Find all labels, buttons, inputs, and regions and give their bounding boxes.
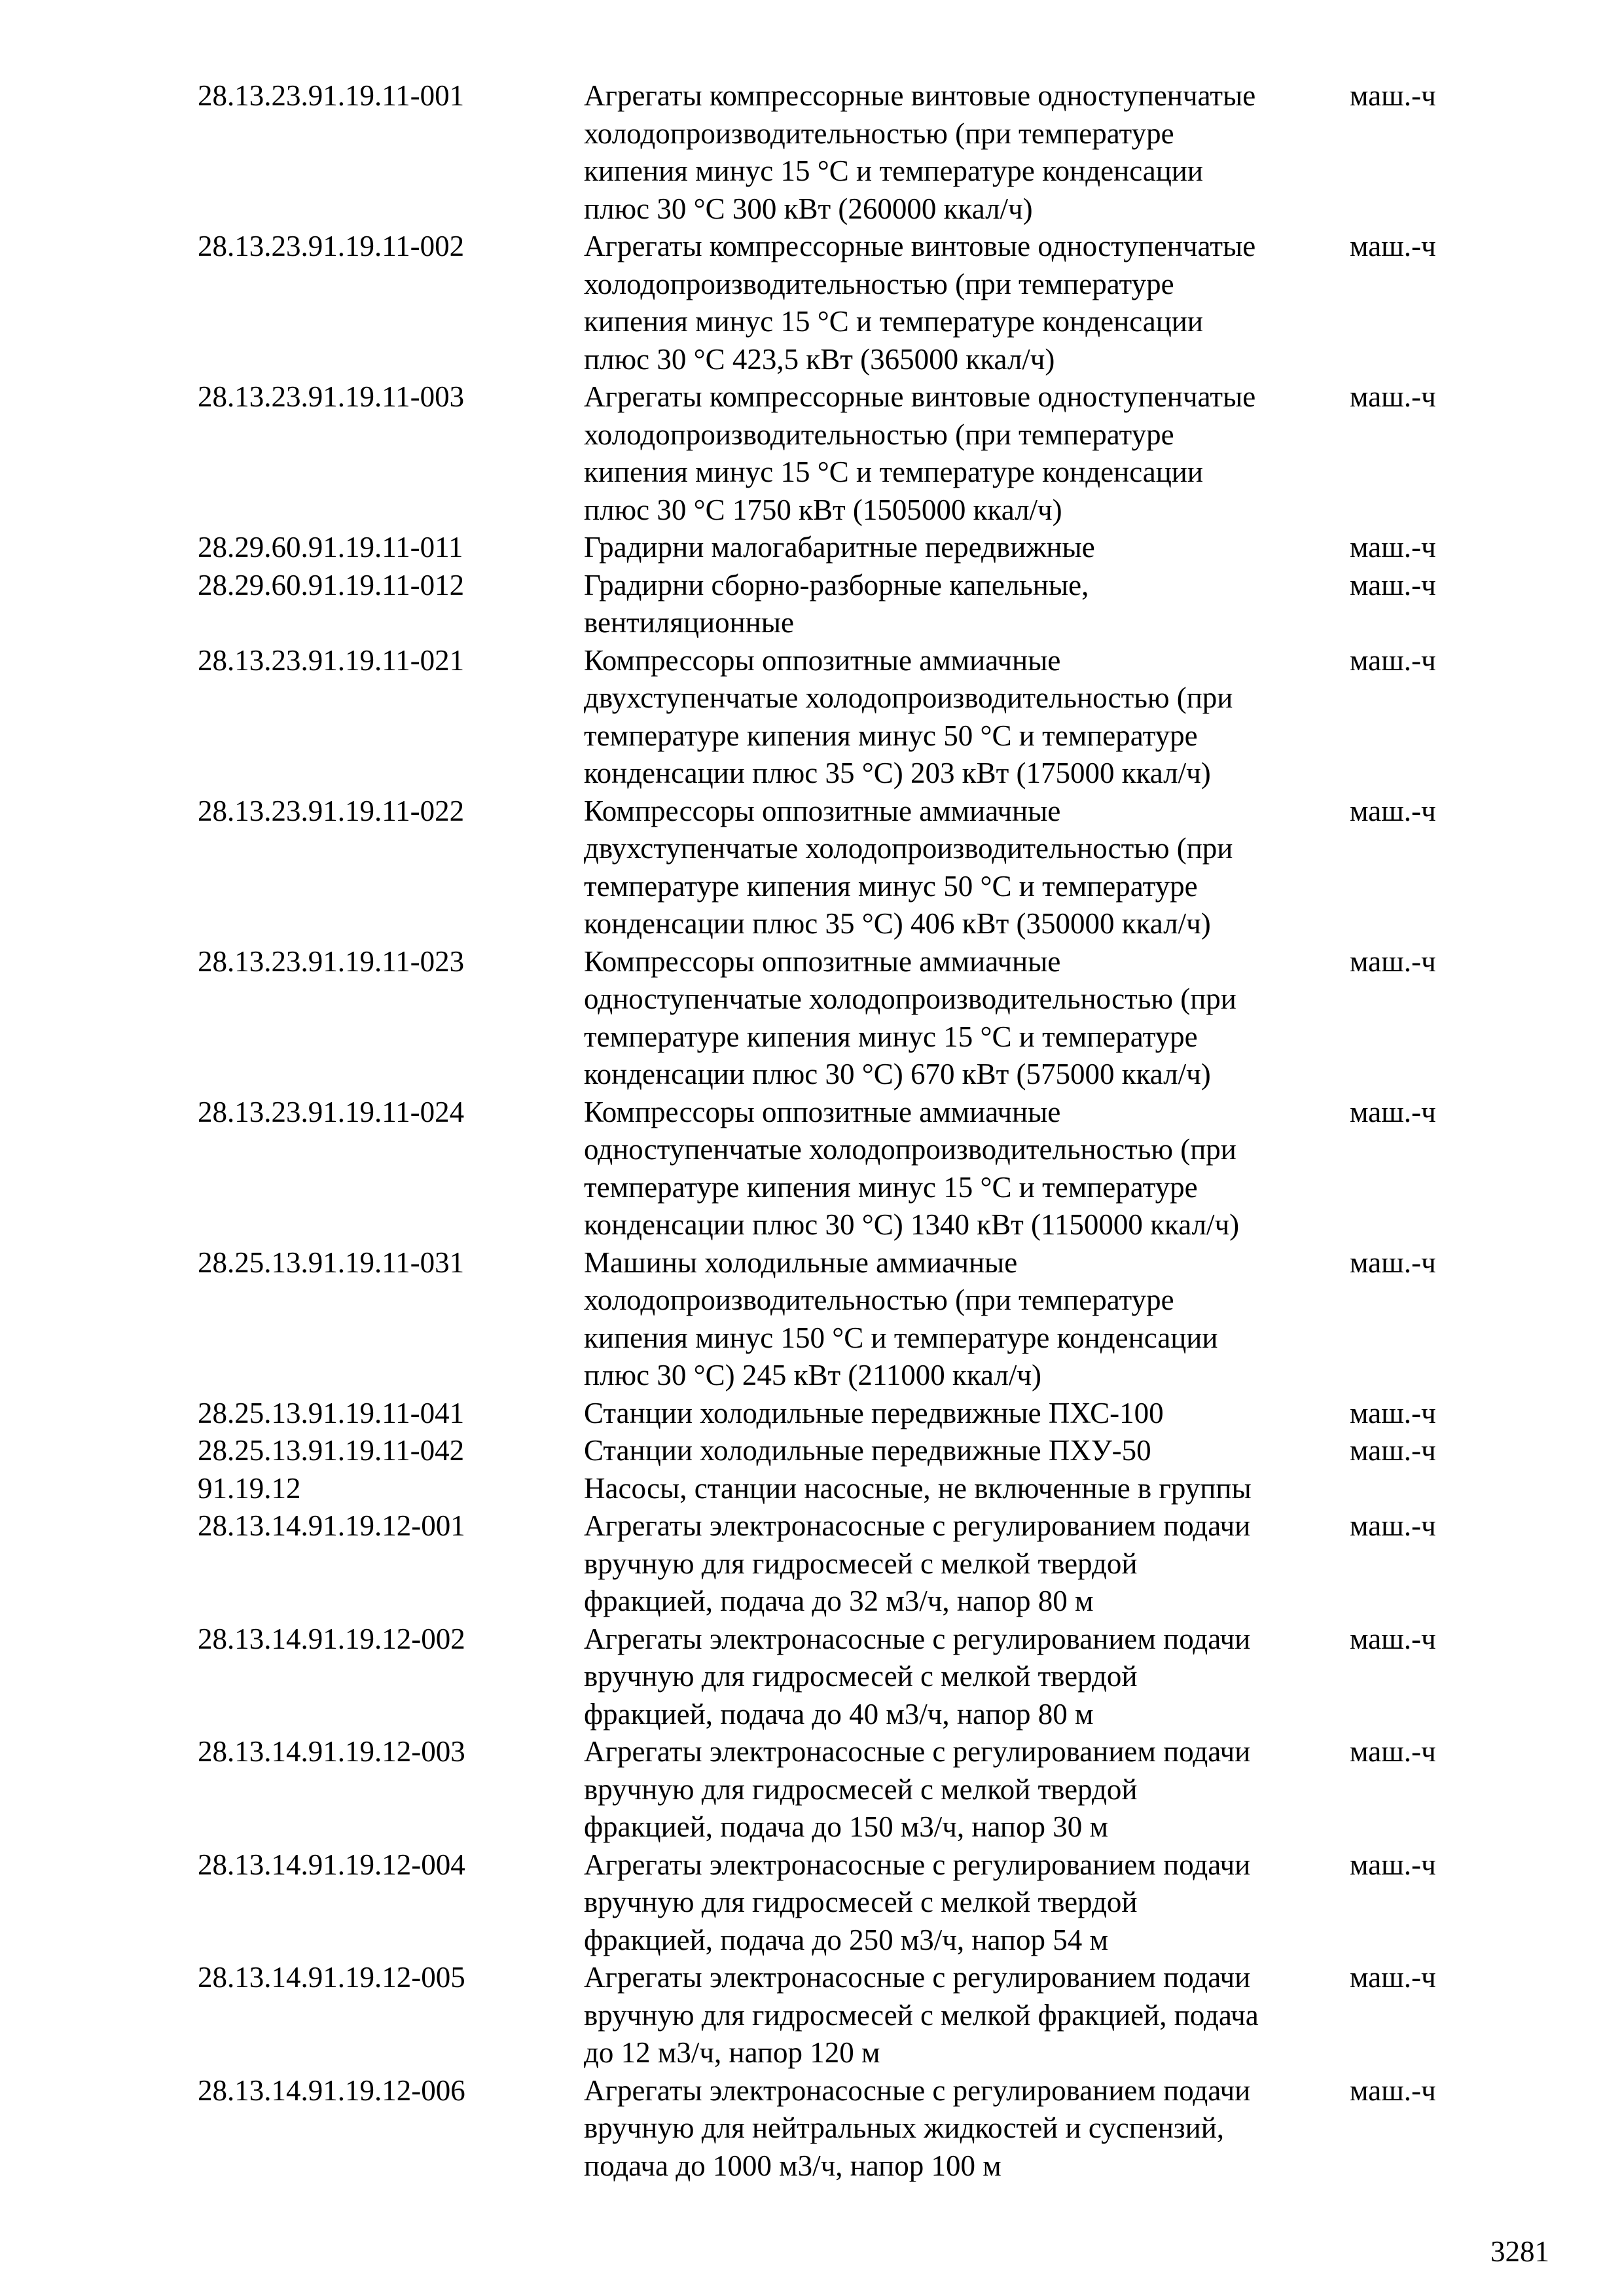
item-code: 28.25.13.91.19.11-041 [198,1396,465,1429]
item-code: 28.13.23.91.19.11-003 [198,380,465,413]
table-row [198,529,1494,567]
table-row [198,1621,1494,1734]
table-row [198,1507,1494,1621]
group-code: 91.19.12 [198,1471,301,1505]
item-description: Агрегаты электронасосные с регулированием подачи вручную для гидросмесей с мелкой твердой фракцией, подача до 250 м3/ч, напор 54 м [584,1848,1251,1956]
table-row [198,2072,1494,2185]
item-unit: маш.-ч [1350,79,1436,112]
item-unit: маш.-ч [1350,230,1436,262]
item-unit: маш.-ч [1350,794,1436,827]
item-description: Градирни сборно-разборные капельные, вентиляционные [584,568,1089,639]
item-code: 28.13.14.91.19.12-001 [198,1509,465,1542]
group-description: Насосы, станции насосные, не включенные в группы [584,1471,1252,1505]
item-unit: маш.-ч [1350,944,1436,978]
item-code: 28.13.23.91.19.11-022 [198,794,465,827]
item-unit: маш.-ч [1350,1961,1436,1994]
item-description: Агрегаты электронасосные с регулированием подачи вручную для нейтральных жидкостей и суспензий, подача до 1000 м3/ч, напор 100 м [584,2073,1251,2182]
table-row [198,642,1494,793]
table-row [198,1395,1494,1433]
item-unit: маш.-ч [1350,1095,1436,1128]
table-row [198,378,1494,529]
item-unit: маш.-ч [1350,568,1436,601]
item-code: 28.13.14.91.19.12-003 [198,1735,465,1768]
document-body [198,77,1494,2185]
table-row [198,1244,1494,1395]
item-code: 28.13.23.91.19.11-001 [198,79,465,112]
page-number: 3281 [1490,2235,1549,2268]
item-description: Агрегаты электронасосные с регулированием подачи вручную для гидросмесей с мелкой фракцией, подача до 12 м3/ч, напор 120 м [584,1961,1259,2069]
item-code: 28.25.13.91.19.11-042 [198,1434,465,1467]
item-description: Градирни малогабаритные передвижные [584,531,1095,564]
item-code: 28.13.23.91.19.11-021 [198,643,465,677]
item-unit: маш.-ч [1350,1434,1436,1467]
item-unit: маш.-ч [1350,643,1436,677]
item-unit: маш.-ч [1350,1848,1436,1881]
item-code: 28.13.23.91.19.11-024 [198,1095,465,1128]
item-description: Агрегаты электронасосные с регулированием подачи вручную для гидросмесей с мелкой твердой фракцией, подача до 40 м3/ч, напор 80 м [584,1622,1251,1731]
item-description: Машины холодильные аммиачные холодопроизводительностью (при температуре кипения минус 150 °С и температуре конденсации плюс 30 °С) 245 кВт (211000 ккал/ч) [584,1246,1218,1391]
table-row [198,228,1494,378]
item-description: Компрессоры оппозитные аммиачные двухступенчатые холодопроизводительностью (при температуре кипения минус 50 °С и температуре конденсации плюс 35 °С) 203 кВт (175000 ккал/ч) [584,643,1233,789]
item-description: Агрегаты компрессорные винтовые одноступенчатые холодопроизводительностью (при температуре кипения минус 15 °С и температуре конденсации плюс 30 °С 1750 кВт (1505000 ккал/ч) [584,380,1256,526]
item-description: Станции холодильные передвижные ПХУ-50 [584,1434,1151,1467]
item-code: 28.29.60.91.19.11-012 [198,568,465,601]
item-description: Агрегаты компрессорные винтовые одноступенчатые холодопроизводительностью (при температуре кипения минус 15 °С и температуре конденсации плюс 30 °С 423,5 кВт (365000 ккал/ч) [584,230,1256,376]
item-code: 28.13.23.91.19.11-023 [198,944,465,978]
item-description: Агрегаты электронасосные с регулированием подачи вручную для гидросмесей с мелкой твердой фракцией, подача до 32 м3/ч, напор 80 м [584,1509,1251,1617]
item-unit: маш.-ч [1350,1509,1436,1542]
table-row [198,1959,1494,2072]
item-description: Агрегаты компрессорные винтовые одноступенчатые холодопроизводительностью (при температуре кипения минус 15 °С и температуре конденсации плюс 30 °С 300 кВт (260000 ккал/ч) [584,79,1256,225]
item-description: Станции холодильные передвижные ПХС-100 [584,1396,1164,1429]
table-row [198,567,1494,642]
table-row [198,1733,1494,1846]
table-row [198,1846,1494,1960]
item-code: 28.13.14.91.19.12-005 [198,1961,465,1994]
item-unit: маш.-ч [1350,1622,1436,1655]
table-row [198,1432,1494,1470]
item-unit: маш.-ч [1350,1246,1436,1279]
table-row [198,943,1494,1094]
item-description: Компрессоры оппозитные аммиачные одноступенчатые холодопроизводительностью (при температуре кипения минус 15 °С и температуре конденсации плюс 30 °С) 670 кВт (575000 ккал/ч) [584,944,1236,1090]
table-row [198,1094,1494,1244]
item-description: Агрегаты электронасосные с регулированием подачи вручную для гидросмесей с мелкой твердой фракцией, подача до 150 м3/ч, напор 30 м [584,1735,1251,1843]
item-unit: маш.-ч [1350,531,1436,564]
table-row [198,77,1494,228]
table-row [198,793,1494,943]
item-description: Компрессоры оппозитные аммиачные двухступенчатые холодопроизводительностью (при температуре кипения минус 50 °С и температуре конденсации плюс 35 °С) 406 кВт (350000 ккал/ч) [584,794,1233,940]
item-unit: маш.-ч [1350,2073,1436,2107]
item-code: 28.13.14.91.19.12-004 [198,1848,465,1881]
item-unit: маш.-ч [1350,1735,1436,1768]
group-heading-row [198,1470,1494,1508]
item-code: 28.13.23.91.19.11-002 [198,230,465,262]
item-code: 28.29.60.91.19.11-011 [198,531,463,564]
item-code: 28.13.14.91.19.12-006 [198,2073,465,2107]
item-code: 28.13.14.91.19.12-002 [198,1622,465,1655]
item-unit: маш.-ч [1350,1396,1436,1429]
item-unit: маш.-ч [1350,380,1436,413]
item-description: Компрессоры оппозитные аммиачные одноступенчатые холодопроизводительностью (при температуре кипения минус 15 °С и температуре конденсации плюс 30 °С) 1340 кВт (1150000 ккал/ч) [584,1095,1240,1241]
item-code: 28.25.13.91.19.11-031 [198,1246,465,1279]
